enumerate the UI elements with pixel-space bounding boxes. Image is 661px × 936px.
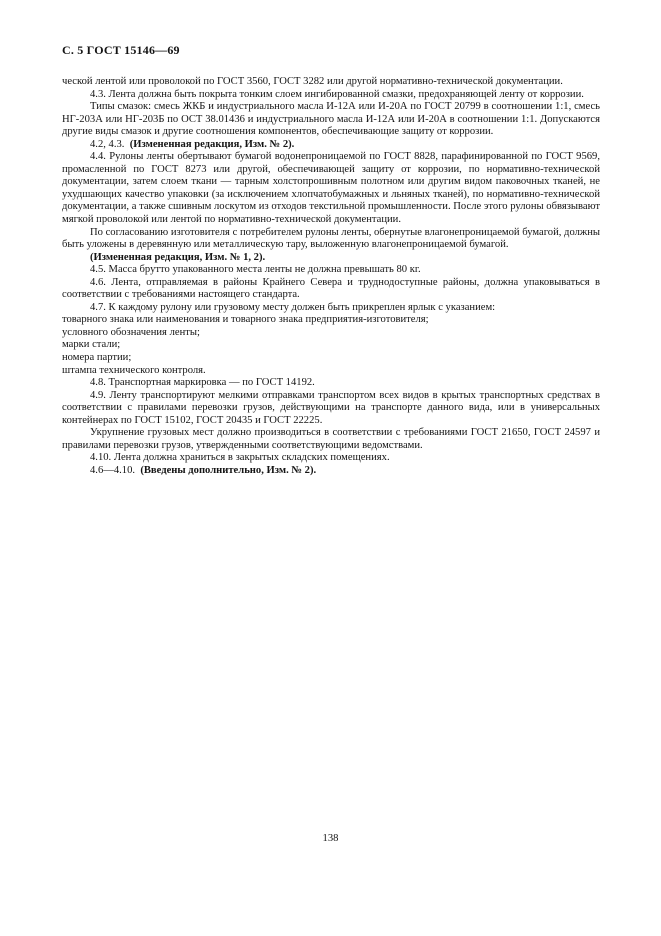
paragraph: 4.8. Транспортная маркировка — по ГОСТ 14192. [90,377,315,389]
paragraph: 4.5. Масса брутто упакованного места ленты не должна превышать 80 кг. [90,264,421,276]
paragraph: 4.7. К каждому рулону или грузовому месту должен быть прикреплен ярлык с указанием: [90,301,496,313]
paragraph [62,252,600,265]
paragraph: Укрупнение грузовых мест должно производиться в соответствии с требованиями ГОСТ 21650, ГОСТ 24597 и правилами перевозки грузов, утвержденными соответствующими ведомствами. [62,427,600,451]
amendment-note: (Измененная редакция, Изм. № 2). [129,138,295,150]
amendment-ref: 4.2, 4.3. [90,138,125,150]
amendment-note: (Введены дополнительно, Изм. № 2). [140,464,317,476]
paragraph: ческой лентой или проволокой по ГОСТ 3560, ГОСТ 3282 или другой нормативно-технической документации. [62,76,563,87]
page-header: С. 5 ГОСТ 15146—69 [62,43,180,57]
paragraph: 4.3. Лента должна быть покрыта тонким слоем ингибированной смазки, предохраняющей ленту от коррозии. [90,88,584,100]
paragraph: 4.6. Лента, отправляемая в районы Крайнего Севера и труднодоступные районы, должна упаковываться в соответствии с требованиями настоящего стандарта. [62,276,600,301]
amendment-note: (Измененная редакция, Изм. № 1, 2). [90,251,266,263]
paragraph: марки стали; [62,339,121,351]
paragraph: номера партии; [62,352,132,364]
paragraph: условного обозначения ленты; [62,326,200,338]
paragraph: штампа технического контроля. [62,364,206,376]
paragraph: Типы смазок: смесь ЖКБ и индустриального масла И-12А или И-20А по ГОСТ 20799 в соотношении 1:1, смесь НГ-203А или НГ-203Б по ОСТ 38.01436 и индустриального масла И-12А или И-20А в соотношении 1:1. Допускаются другие виды смазок и другие соотношения компонентов, обеспечивающие защиту от коррозии. [62,101,600,138]
paragraph: товарного знака или наименования и товарного знака предприятия-изготовителя; [62,314,429,326]
page-number: 138 [322,833,339,844]
paragraph: 4.9. Ленту транспортируют мелкими отправками транспортом всех видов в крытых транспортных средствах в соответствии с правилами перевозки грузов, действующими на транспорте данного вида, или в универсальных контейнерах по ГОСТ 15102, ГОСТ 20435 и ГОСТ 22225. [62,389,600,426]
amendment-ref: 4.6—4.10. [90,464,136,476]
paragraph: 4.10. Лента должна храниться в закрытых складских помещениях. [90,452,390,464]
paragraph: 4.4. Рулоны ленты обертывают бумагой водонепроницаемой по ГОСТ 8828, парафинированной по ГОСТ 9569, промасленной по ГОСТ 8273 или другой, обеспечивающей защиту от коррозии, по нормативно-технической документации, затем слоем ткани — тарным холстопрошивным полотном или другим видом паковочных тканей, не ухудшающих качество упаковки (за исключением хлопчатобумажных и льняных тканей), по нормативно-технической документации, а также сшивным лоскутом из отходов текстильной промышленности. После этого рулоны обвязывают мягкой проволокой или лентой по нормативно-технической документации. [62,151,600,226]
document-body [62,76,600,478]
paragraph [62,139,600,152]
paragraph [62,465,600,478]
paragraph: По согласованию изготовителя с потребителем рулоны ленты, обернутые влагонепроницаемой бумагой, должны быть уложены в деревянную или металлическую тару, выложенную влагонепроницаемой бумагой. [62,226,600,251]
